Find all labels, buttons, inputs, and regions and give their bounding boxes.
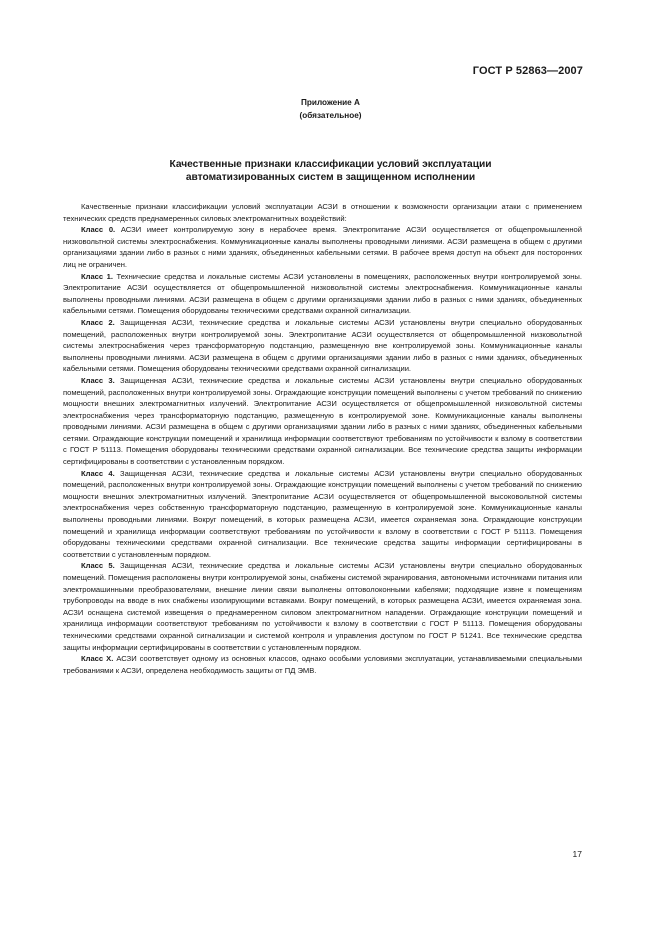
class-paragraph xyxy=(63,224,582,270)
class-text: Защищенная АСЗИ, технические средства и локальные системы АСЗИ установлены внутри специально оборудованных помещений. Помещения расположены внутри контролируемой зоны, снабжены системой экранирования, автономными источниками питания или электромашинными преобразователями, внешние линии связи выполнены оптоволоконными кабелями; подходящие извне к помещениям трубопроводы на вводе в них снабжены изолирующими вставками. Вокруг помещений, в которых размещена АСЗИ, имеется охраняемая зона. АСЗИ оснащена системой извещения о преднамеренном силовом электромагнитном нападении. Ограждающие конструкции помещений и хранилища информации соответствуют требованиям по устойчивости к взлому в соответствии с ГОСТ Р 51113. Помещения оборудованы техническими средствами охранной сигнализации и системой контроля и управления доступом по ГОСТ Р 51241. Все технические средства защиты информации сертифицированы в соответствии с установленным порядком. xyxy=(63,561,582,652)
class-paragraph xyxy=(63,653,582,676)
class-paragraph xyxy=(63,375,582,468)
class-paragraph xyxy=(63,317,582,375)
body-text xyxy=(63,201,582,676)
class-text: Защищенная АСЗИ, технические средства и локальные системы АСЗИ установлены внутри специально оборудованных помещений, расположенных внутри контролируемой зоны. Ограждающие конструкции помещений выполнены с учетом требований по снижению мощности внешних электромагнитных излучений. Электропитание АСЗИ осуществляется от общепромышленной высоковольтной системы электроснабжения через собственную трансформаторную подстанцию, размещенную в контролируемой зоне. Коммуникационные каналы выполнены проводными линиями. Вокруг помещений, в которых размещена АСЗИ, имеется охраняемая зона. Ограждающие конструкции помещений и хранилища информации соответствуют требованиям по устойчивости к взлому в соответствии с ГОСТ Р 51113. Помещения оборудованы техническими средствами охранной сигнализации. Все технические средства защиты информации сертифицированы в соответствии с установленным порядком. xyxy=(63,468,582,559)
class-paragraph xyxy=(63,468,582,561)
intro-paragraph: Качественные признаки классификации условий эксплуатации АСЗИ в отношении к возможности организации атаки с применением технических средств преднамеренных силовых электромагнитных воздействий: xyxy=(63,202,582,223)
annex-heading xyxy=(0,96,661,122)
annex-title: Приложение А xyxy=(301,98,360,107)
class-label: Класс 1. xyxy=(81,271,113,281)
class-paragraph xyxy=(63,271,582,317)
annex-status: (обязательное) xyxy=(299,111,362,120)
class-text: АСЗИ соответствует одному из основных классов, однако особыми условиями эксплуатации, устанавливаемыми специальными требованиями к АСЗИ, определена необходимость защиты от ПД ЭМВ. xyxy=(63,654,582,675)
section-title xyxy=(100,158,561,184)
class-label: Класс 0. xyxy=(81,225,116,235)
section-title-line-2: автоматизированных систем в защищенном исполнении xyxy=(185,172,476,183)
class-text: Защищенная АСЗИ, технические средства и локальные системы АСЗИ установлены внутри специально оборудованных помещений, расположенных внутри контролируемой зоны. Электропитание АСЗИ осуществляется от общепромышленной низковольтной системы электроснабжения через трансформаторную подстанцию, размещенную вне контролируемой зоны. Коммуникационные каналы выполнены проводными линиями. АСЗИ размещена в общем с другими организациями здании либо в разных с ними зданиях, объединенных кабельными сетями. Помещения оборудованы техническими средствами охранной сигнализации. xyxy=(63,317,582,374)
class-label: Класс 5. xyxy=(81,561,115,571)
class-paragraph xyxy=(63,560,582,653)
class-text: Технические средства и локальные системы АСЗИ установлены в помещениях, расположенных внутри контролируемой зоны. Электропитание АСЗИ осуществляется от общепромышленной низковольтной системы электроснабжения. Коммуникационные каналы выполнены проводными линиями. АСЗИ размещена в общем с другими организациями здании либо в разных с ними зданиях, объединенных кабельными сетями. Помещения оборудованы техническими средствами охранной сигнализации. xyxy=(63,271,582,316)
page-number: 17 xyxy=(572,849,582,859)
section-title-line-1: Качественные признаки классификации условий эксплуатации xyxy=(169,159,492,170)
class-label: Класс 2. xyxy=(81,317,115,327)
standard-number: ГОСТ Р 52863—2007 xyxy=(472,65,583,77)
class-label: Класс 4. xyxy=(81,468,115,478)
class-text: Защищенная АСЗИ, технические средства и локальные системы АСЗИ установлены внутри специально оборудованных помещений, расположенных внутри контролируемой зоны. Ограждающие конструкции помещений выполнены с учетом требований по снижению мощности внешних электромагнитных излучений. Электропитание АСЗИ осуществляется от общепромышленной низковольтной системы электроснабжения через трансформаторную подстанцию, размещенную в контролируемой зоне. Коммуникационные каналы выполнены проводными линиями. АСЗИ размещена в общем с другими организациями здании либо в разных с ними зданиях, объединенных кабельными сетями. Ограждающие конструкции помещений и хранилища информации соответствуют требованиям по устойчивости к взлому в соответствии с ГОСТ Р 51113. Помещения оборудованы техническими средствами охранной сигнализации. Все технические средства защиты информации сертифицированы в соответствии с установленным порядком. xyxy=(63,375,582,467)
class-label: Класс 3. xyxy=(81,375,115,385)
class-label: Класс Х. xyxy=(81,654,114,664)
class-text: АСЗИ имеет контролируемую зону в нерабочее время. Электропитание АСЗИ осуществляется от общепромышленной низковольтной системы электроснабжения. Коммуникационные каналы выполнены проводными линиями. АСЗИ размещена в общем с другими организациями здании либо в разных с ними зданиях, объединенных кабельными сетями. В рабочее время доступ на объект для посторонних лиц не ограничен. xyxy=(63,225,582,269)
